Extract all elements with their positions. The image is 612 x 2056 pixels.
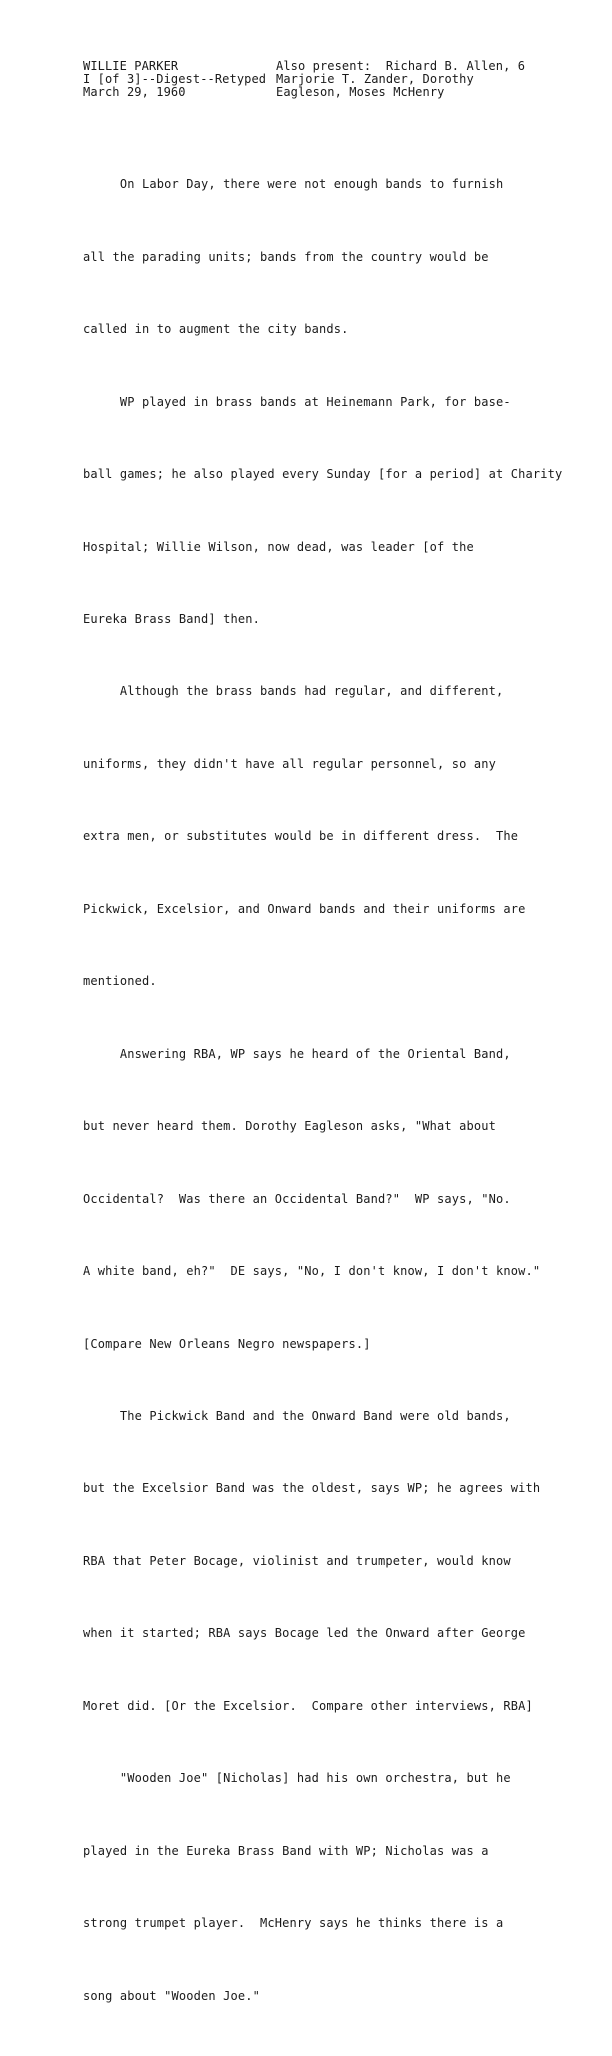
text-line: mentioned. xyxy=(83,974,157,989)
text-line: called in to augment the city bands. xyxy=(83,322,349,337)
text-line: RBA that Peter Bocage, violinist and trumpeter, would know xyxy=(83,1553,511,1568)
text-line: but never heard them. Dorothy Eagleson asks, "What about xyxy=(83,1119,496,1134)
text-line: song about "Wooden Joe." xyxy=(83,1988,260,2003)
also-present-line-1: Also present: Richard B. Allen, 6 xyxy=(276,59,526,73)
text-line: Eureka Brass Band] then. xyxy=(83,612,260,627)
text-line: when it started; RBA says Bocage led the Onward after George xyxy=(83,1626,526,1641)
reel-info: I [of 3]--Digest--Retyped xyxy=(83,72,267,86)
text-line: [Compare New Orleans Negro newspapers.] xyxy=(83,1336,371,1351)
text-line: but the Excelsior Band was the oldest, says WP; he agrees with xyxy=(83,1481,541,1496)
text-line: Pickwick, Excelsior, and Onward bands and their uniforms are xyxy=(83,901,526,916)
text-line: uniforms, they didn't have all regular personnel, so any xyxy=(83,756,496,771)
text-line: ball games; he also played every Sunday [for a period] at Charity xyxy=(83,467,563,482)
text-line: Hospital; Willie Wilson, now dead, was leader [of the xyxy=(83,539,474,554)
text-line: played in the Eureka Brass Band with WP; Nicholas was a xyxy=(83,1843,489,1858)
text-line: Answering RBA, WP says he heard of the Oriental Band, xyxy=(83,1046,511,1061)
text-line: On Labor Day, there were not enough bands to furnish xyxy=(83,177,504,192)
interviewee-name: WILLIE PARKER xyxy=(83,59,179,73)
also-present-line-2: Marjorie T. Zander, Dorothy xyxy=(276,72,474,86)
text-line: "Wooden Joe" [Nicholas] had his own orchestra, but he xyxy=(83,1771,511,1786)
text-line: The Pickwick Band and the Onward Band were old bands, xyxy=(83,1409,511,1424)
text-line: extra men, or substitutes would be in different dress. The xyxy=(83,829,519,844)
text-line: WP played in brass bands at Heinemann Park, for base- xyxy=(83,394,511,409)
text-line: Although the brass bands had regular, and different, xyxy=(83,684,504,699)
text-line: all the parading units; bands from the country would be xyxy=(83,249,489,264)
text-line: strong trumpet player. McHenry says he thinks there is a xyxy=(83,1916,504,1931)
text-line: Moret did. [Or the Excelsior. Compare other interviews, RBA] xyxy=(83,1698,533,1713)
interview-date: March 29, 1960 xyxy=(83,85,186,99)
text-line: A white band, eh?" DE says, "No, I don't know, I don't know." xyxy=(83,1264,541,1279)
text-line: Occidental? Was there an Occidental Band?" WP says, "No. xyxy=(83,1191,511,1206)
also-present-line-3: Eagleson, Moses McHenry xyxy=(276,85,445,99)
digest-body xyxy=(83,124,583,2056)
